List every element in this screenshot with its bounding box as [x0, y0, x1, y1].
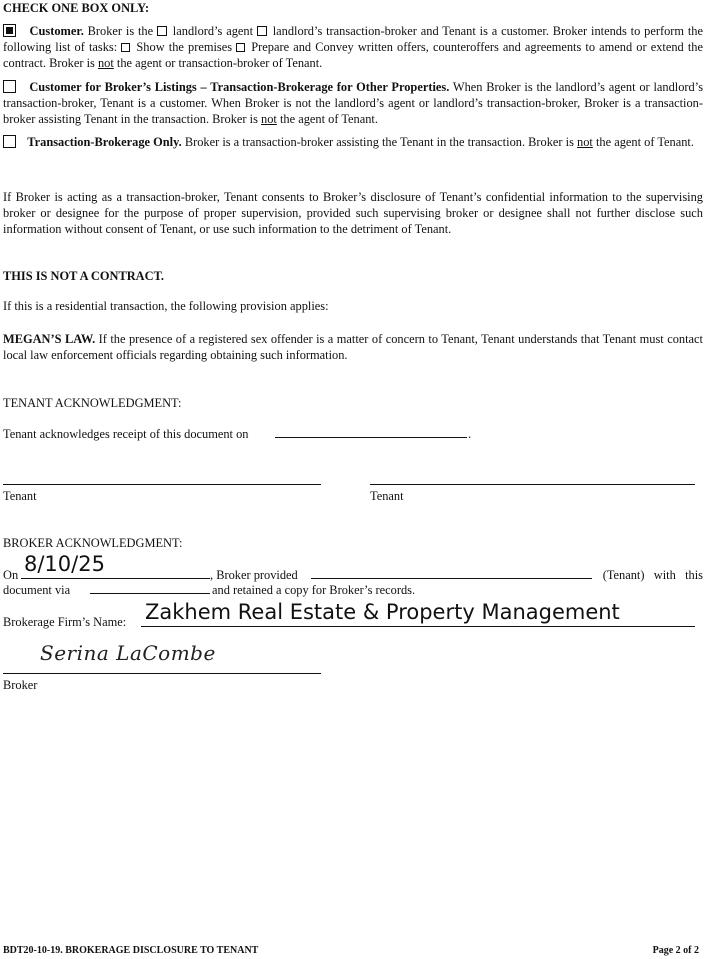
tenant-label-1: Tenant: [3, 489, 37, 503]
retained-text: and retained a copy for Broker’s records.: [212, 583, 416, 597]
landlord-agent-label: landlord’s agent: [168, 24, 257, 38]
via-label: document via: [3, 583, 71, 597]
prepare-convey-checkbox[interactable]: [236, 43, 245, 52]
landlord-tb-checkbox[interactable]: [257, 26, 267, 36]
tb-only-text: Broker is a transaction-broker assisting the Tenant in the transaction. Broker is: [181, 135, 578, 149]
tenant-suffix: (Tenant) with this: [602, 568, 703, 582]
consent-paragraph: If Broker is acting as a transaction-broker, Tenant consents to Broker’s disclosure of Tenant’s confidential information to the supervising broker or designee for the purpose of proper supervision, provided such supervising broker or designee shall not further disclose such information without consent of Tenant, or use such information to the detriment of Tenant.: [3, 190, 703, 236]
prepare-convey-label: Prepare and Convey written offers, counteroffers and agreements to amend or extend the contract. Broker is: [3, 40, 703, 70]
megans-law-paragraph: [3, 331, 703, 363]
show-premises-label: Show the premises: [132, 40, 237, 54]
footer-page-number: Page 2 of 2: [652, 945, 699, 956]
tenant-signature-line-1[interactable]: [3, 484, 321, 485]
option-customer-listings: [3, 79, 703, 127]
tb-only-title: Transaction-Brokerage Only.: [27, 135, 182, 149]
tb-only-checkbox[interactable]: [3, 135, 16, 148]
firm-name-line[interactable]: [141, 626, 695, 627]
landlord-agent-checkbox[interactable]: [157, 26, 167, 36]
firm-label: Brokerage Firm’s Name:: [3, 615, 127, 629]
tenant-ack-heading: TENANT ACKNOWLEDGMENT:: [3, 396, 182, 410]
date-line[interactable]: [21, 578, 210, 579]
provided-label: , Broker provided: [210, 568, 298, 582]
customer-checkbox[interactable]: [3, 24, 16, 37]
receipt-text: Tenant acknowledges receipt of this document on: [3, 427, 249, 441]
tenant-label-2: Tenant: [370, 489, 404, 503]
receipt-date-line[interactable]: [275, 437, 467, 438]
customer-listings-text: When Broker is the landlord’s agent or landlord’s transaction-broker, Tenant is a customer. When Broker is not the landlord’s agent or landlord’s transaction-broker, Broker is a transaction-broker assisting Tenant in the transaction. Broker is: [3, 80, 704, 126]
megans-law-text: If the presence of a registered sex offender is a matter of concern to Tenant, Tenant understands that Tenant must contact local law enforcement officials regarding obtaining such information.: [3, 332, 703, 362]
provided-to-line[interactable]: [311, 578, 592, 579]
residential-provision: If this is a residential transaction, the following provision applies:: [3, 299, 329, 313]
landlord-tb-label: landlord’s transaction-broker and Tenant is a customer. Broker intends to perform the following list of tasks:: [3, 24, 704, 54]
footer-form-id: BDT20-10-19. BROKERAGE DISCLOSURE TO TENANT: [3, 945, 259, 956]
customer-listings-checkbox[interactable]: [3, 80, 16, 93]
date-value[interactable]: 8/10/25: [24, 552, 105, 576]
not-underlined: not: [261, 112, 277, 126]
broker-ack-heading: BROKER ACKNOWLEDGMENT:: [3, 536, 183, 550]
not-underlined: not: [97, 56, 114, 70]
customer-end-text: the agent or transaction-broker of Tenant.: [113, 56, 323, 70]
on-label: On: [3, 568, 19, 582]
not-contract-heading: THIS IS NOT A CONTRACT.: [3, 269, 165, 283]
tb-only-end: the agent of Tenant.: [592, 135, 694, 149]
customer-listings-end: the agent of Tenant.: [276, 112, 378, 126]
show-premises-checkbox[interactable]: [121, 43, 130, 52]
option-customer: [3, 23, 703, 71]
tenant-signature-line-2[interactable]: [370, 484, 695, 485]
option-tb-only: [3, 134, 703, 150]
via-line[interactable]: [90, 593, 210, 594]
broker-label: Broker: [3, 678, 38, 692]
customer-text: Broker is the: [83, 24, 157, 38]
customer-listings-title: Customer for Broker’s Listings – Transaction-Brokerage for Other Properties.: [29, 80, 450, 94]
check-one-heading: CHECK ONE BOX ONLY:: [3, 1, 150, 15]
megans-law-title: MEGAN’S LAW.: [3, 332, 96, 346]
firm-name-value[interactable]: Zakhem Real Estate & Property Management: [145, 600, 620, 624]
customer-title: Customer.: [29, 24, 84, 38]
receipt-period: .: [468, 427, 472, 441]
broker-signature-line[interactable]: [3, 673, 321, 674]
broker-signature[interactable]: Serina LaCombe: [40, 641, 216, 665]
not-underlined: not: [577, 135, 593, 149]
